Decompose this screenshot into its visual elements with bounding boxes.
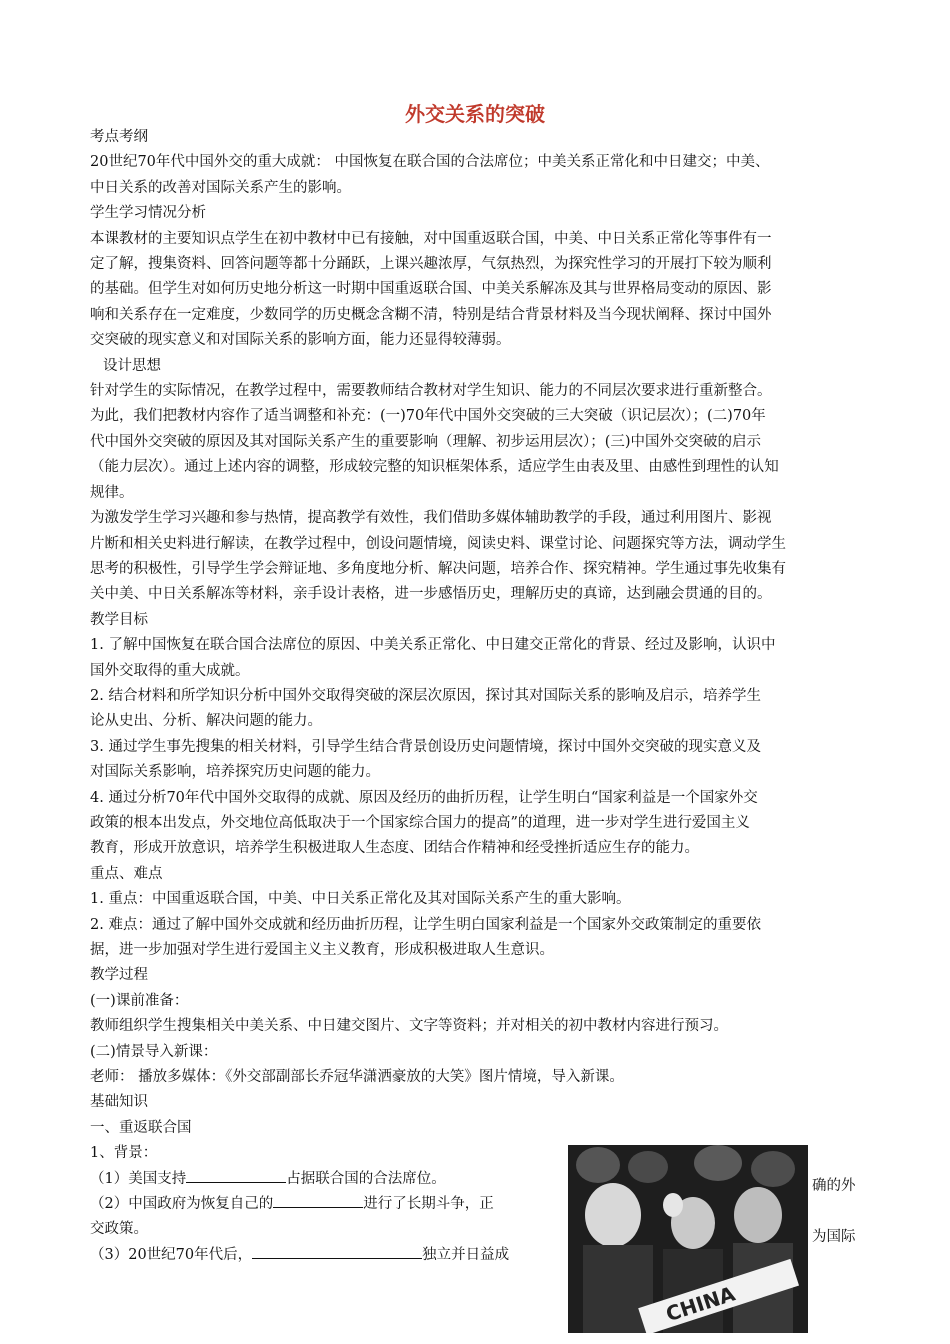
paragraph-line: 4. 通过分析70年代中国外交取得的成就、原因及经历的曲折历程，让学生明白“国家利益是一个国家外交: [90, 789, 758, 806]
paragraph-line: 据，进一步加强对学生进行爱国主义主义教育，形成积极进取人生意识。: [90, 942, 554, 958]
paragraph-line: 20世纪70年代中国外交的重大成就： 中国恢复在联合国的合法席位；中美关系正常化和中日建交；中美、: [90, 154, 770, 171]
photo-illustration: [568, 1145, 808, 1333]
paragraph-line: 1. 重点：中国重返联合国，中美、中日关系正常化及其对国际关系产生的重大影响。: [90, 891, 631, 908]
paragraph-line: 为此，我们把教材内容作了适当调整和补充：(一)70年代中国外交突破的三大突破（识记层次）；(二)70年: [90, 408, 766, 425]
paragraph-line: 2. 结合材料和所学知识分析中国外交取得突破的深层次原因，探讨其对国际关系的影响及启示，培养学生: [90, 687, 761, 704]
heading-mubiao: 教学目标: [90, 611, 148, 628]
paragraph-line: 教育，形成开放意识，培养学生积极进取人生态度、团结合作精神和经受挫折适应生存的能力。: [90, 840, 699, 857]
paragraph-line: 思考的积极性，引导学生学会辩证地、多角度地分析、解决问题，培养合作、探究精神。学生通过事先收集有: [90, 560, 786, 577]
fill-item-3-suffix: 独立并日益成: [422, 1246, 510, 1263]
paragraph-line: 对国际关系影响，培养探究历史问题的能力。: [90, 764, 380, 781]
paragraph-line: 代中国外交突破的原因及其对国际关系产生的重要影响（理解、初步运用层次）；(三)中国外交突破的启示: [90, 433, 762, 450]
paragraph-line: 定了解，搜集资料、回答问题等都十分踊跃，上课兴趣浓厚，气氛热烈，为探究性学习的开展打下较为顺利: [90, 256, 772, 273]
paragraph-line: (二)情景导入新课：: [90, 1043, 218, 1060]
paragraph-line: 教师组织学生搜集相关中美关系、中日建交图片、文字等资料；并对相关的初中教材内容进行预习。: [90, 1018, 728, 1035]
fill-blank-2[interactable]: [273, 1192, 363, 1208]
fill-item-1-prefix: （1）美国支持: [90, 1170, 187, 1187]
paragraph-line: 政策的根本出发点，外交地位高低取决于一个国家综合国力的提高”的道理，进一步对学生进行爱国主义: [90, 814, 750, 831]
paragraph-line: 交突破的现实意义和对国际关系的影响方面，能力还显得较薄弱。: [90, 332, 511, 349]
photo-caption: CHINA: [662, 1281, 738, 1327]
fill-item-2-suffix: 进行了长期斗争，正: [363, 1196, 494, 1213]
heading-guocheng: 教学过程: [90, 967, 148, 984]
paragraph-line: 2. 难点：通过了解中国外交成就和经历曲折历程，让学生明白国家利益是一个国家外交政策制定的重要依: [90, 916, 761, 933]
fill-blank-3[interactable]: [252, 1243, 422, 1259]
paragraph-line: 1、背景：: [90, 1145, 158, 1162]
paragraph-line: 的基础。但学生对如何历史地分析这一时期中国重返联合国、中美关系解冻及其与世界格局变动的原因、影: [90, 281, 772, 298]
paragraph-line: 中日关系的改善对国际关系产生的影响。: [90, 179, 351, 196]
paragraph-line: 本课教材的主要知识点学生在初中教材中已有接触，对中国重返联合国，中美、中日关系正常化等事件有一: [90, 230, 772, 247]
fill-item-3-prefix: （3）20世纪70年代后，: [90, 1246, 253, 1263]
fill-item-2-right: 确的外: [812, 1178, 856, 1194]
paragraph-line: 1. 了解中国恢复在联合国合法席位的原因、中美关系正常化、中日建交正常化的背景、经过及影响，认识中: [90, 637, 776, 654]
document-body: [90, 125, 860, 1268]
paragraph-line: (一)课前准备：: [90, 992, 189, 1009]
paragraph-line: 3. 通过学生事先搜集的相关材料，引导学生结合背景创设历史问题情境，探讨中国外交突破的现实意义及: [90, 738, 761, 755]
heading-sheji: 设计思想: [103, 357, 161, 374]
historical-photo: [568, 1145, 808, 1333]
fill-item-3-right: 为国际: [812, 1229, 856, 1245]
page-title: 外交关系的突破: [405, 102, 545, 126]
heading-jichu: 基础知识: [90, 1094, 148, 1111]
paragraph-line: 响和关系存在一定难度，少数同学的历史概念含糊不清，特别是结合背景材料及当今现状阐释、探讨中国外: [90, 306, 772, 323]
paragraph-line: 一、重返联合国: [90, 1119, 192, 1136]
fill-item-1-suffix: 占据联合国的合法席位。: [286, 1170, 446, 1187]
fill-blank-1[interactable]: [186, 1167, 286, 1183]
paragraph-line: 论从史出、分析、解决问题的能力。: [90, 713, 322, 730]
fill-item-2-prefix: （2）中国政府为恢复自己的: [90, 1196, 274, 1213]
paragraph-line: （能力层次）。通过上述内容的调整，形成较完整的知识框架体系，适应学生由表及里、由感性到理性的认知: [90, 459, 779, 476]
heading-xueqing: 学生学习情况分析: [90, 205, 206, 222]
paragraph-line: 规律。: [90, 484, 134, 501]
heading-kaodian: 考点考纲: [90, 129, 148, 145]
fill-item-2-cont: 交政策。: [90, 1221, 148, 1238]
paragraph-line: 关中美、中日关系解冻等材料，亲手设计表格，进一步感悟历史，理解历史的真谛，达到融会贯通的目的。: [90, 586, 772, 603]
paragraph-line: 片断和相关史料进行解读，在教学过程中，创设问题情境，阅读史料、课堂讨论、问题探究等方法，调动学生: [90, 535, 786, 552]
paragraph-line: 老师： 播放多媒体：《外交部副部长乔冠华潇洒豪放的大笑》图片情境，导入新课。: [90, 1069, 624, 1086]
paragraph-line: 为激发学生学习兴趣和参与热情，提高教学有效性，我们借助多媒体辅助教学的手段，通过利用图片、影视: [90, 510, 772, 527]
heading-zhongdian: 重点、难点: [90, 865, 163, 882]
paragraph-line: 针对学生的实际情况，在教学过程中，需要教师结合教材对学生知识、能力的不同层次要求进行重新整合。: [90, 383, 772, 400]
paragraph-line: 国外交取得的重大成就。: [90, 662, 250, 679]
